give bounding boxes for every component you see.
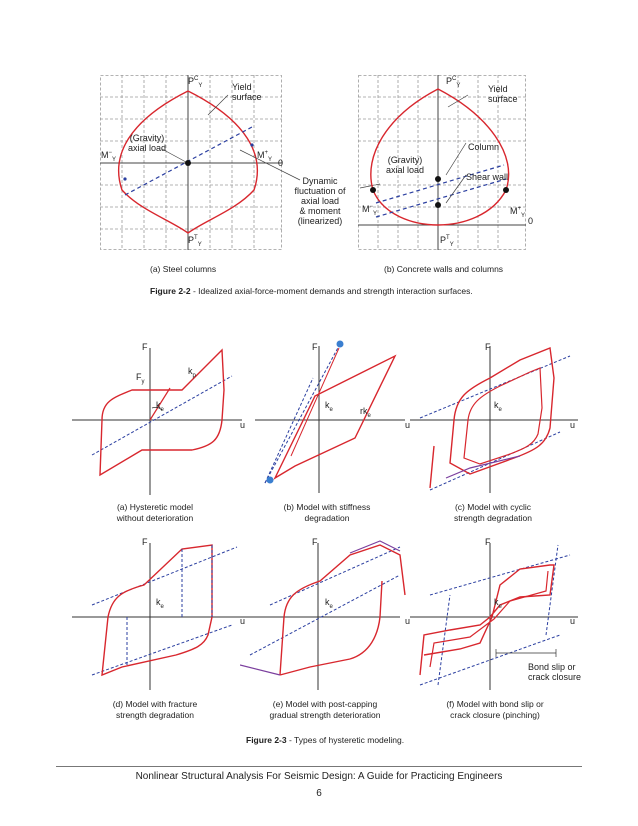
fig23d-diagram bbox=[72, 535, 250, 695]
fig22-dynamic-label: Dynamic fluctuation of axial load & moment (linearized) bbox=[294, 176, 346, 226]
footer-title: Nonlinear Structural Analysis For Seismic Design: A Guide for Practicing Engineers bbox=[135, 771, 503, 782]
fig23c-axis-u: u bbox=[570, 420, 576, 430]
fig23d-axis-f: F bbox=[142, 537, 148, 547]
fig23c-diagram bbox=[410, 338, 582, 498]
fig22b-column-label: Column bbox=[468, 142, 500, 152]
fig23f-axis-u: u bbox=[570, 616, 576, 626]
fig23a-fy-label: $F_y$ bbox=[136, 372, 145, 385]
fig22a-zero-label: 0 bbox=[278, 158, 284, 168]
fig22a-yield-label: Yield surface bbox=[232, 82, 262, 102]
fig22a-pyc-label: $P^C_Y$ bbox=[188, 76, 203, 89]
fig22a-gravity-label: (Gravity) axial load bbox=[128, 133, 167, 153]
fig23e-caption: (e) Model with post-capping gradual strength deterioration bbox=[269, 699, 381, 720]
fig23b-ke-label: $k_e$ bbox=[325, 400, 333, 413]
fig23a-axis-u: u bbox=[240, 420, 246, 430]
fig22b-shear-wall-label: Shear wall bbox=[466, 172, 509, 182]
fig22a-caption: (a) Steel columns bbox=[150, 264, 217, 274]
page-number: 6 bbox=[316, 788, 322, 799]
fig23c-ke-label: $k_e$ bbox=[494, 400, 502, 413]
fig22b-yield-label: Yield surface bbox=[488, 84, 518, 104]
fig23b-rke-label: $rk_e$ bbox=[360, 406, 371, 419]
fig22a-pyt-label: $P^T_Y$ bbox=[188, 235, 202, 248]
gravity-load-point bbox=[185, 160, 191, 166]
fig23a-caption: (a) Hysteretic model without deterioration bbox=[116, 502, 194, 523]
fig23a-axis-f: F bbox=[142, 342, 148, 352]
fig22b-gravity-label: (Gravity) axial load bbox=[386, 155, 425, 175]
fig23d-ke-label: $k_e$ bbox=[156, 597, 164, 610]
fig22a-my-minus-label: $M^-_Y$ bbox=[101, 150, 117, 163]
fig23f-bond-label: Bond slip or crack closure bbox=[528, 662, 582, 682]
fig22b-my-plus-label: $M^+_Y$ bbox=[510, 206, 526, 219]
fig23f-axis-f: F bbox=[485, 537, 491, 547]
fig23c-axis-f: F bbox=[485, 342, 491, 352]
fig23a-ke-label: $k_e$ bbox=[156, 400, 164, 413]
fig22b-my-minus-label: $M^-_Y$ bbox=[362, 204, 378, 217]
fig23e-axis-u: u bbox=[405, 616, 411, 626]
fig22b-pyt-label: $P^T_Y$ bbox=[440, 235, 454, 248]
fig23f-caption: (f) Model with bond slip or crack closure (pinching) bbox=[446, 699, 544, 720]
fig23a-diagram bbox=[72, 340, 250, 495]
fig23f-ke-label: $k_e$ bbox=[494, 597, 502, 610]
footer-rule bbox=[56, 766, 582, 767]
fig23e-ke-label: $k_e$ bbox=[325, 597, 333, 610]
fig23b-axis-f: F bbox=[312, 342, 318, 352]
fig23d-axis-u: u bbox=[240, 616, 246, 626]
figure-2-2-caption: Figure 2-2 - Idealized axial-force-moment demands and strength interaction surfaces. bbox=[150, 286, 473, 296]
fig23d-caption: (d) Model with fracture strength degradation bbox=[112, 699, 198, 720]
fig22-leader-lines bbox=[220, 140, 380, 220]
fig23e-diagram bbox=[240, 535, 410, 695]
figure-2-3-caption: Figure 2-3 - Types of hysteretic modeling. bbox=[246, 735, 405, 745]
fig23c-caption: (c) Model with cyclic strength degradation bbox=[454, 502, 532, 523]
fig23b-caption: (b) Model with stiffness degradation bbox=[283, 502, 371, 523]
fig22b-caption: (b) Concrete walls and columns bbox=[384, 264, 504, 274]
fig23a-kp-label: $k_p$ bbox=[188, 366, 196, 379]
fig23b-diagram bbox=[255, 338, 415, 498]
fig23e-axis-f: F bbox=[312, 537, 318, 547]
fig23b-axis-u: u bbox=[405, 420, 411, 430]
fig22b-pyc-label: $P^C_Y$ bbox=[446, 76, 461, 89]
fig22b-zero-label: 0 bbox=[528, 216, 534, 226]
fig22a-my-plus-label: $M^+_Y$ bbox=[257, 150, 273, 163]
